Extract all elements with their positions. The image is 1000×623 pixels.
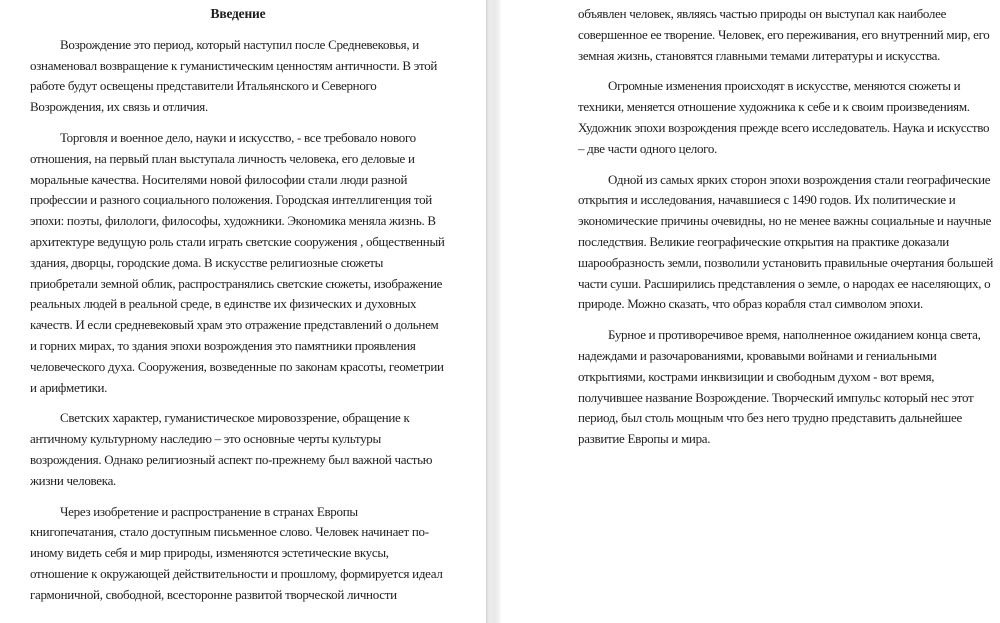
paragraph: Одной из самых ярких сторон эпохи возрождения стали географические открытия и исследования, начавшиеся с 1490 годов. Их политические и экономические причины очевидны, но не менее важны социальные и научные последствия. Великие географические открытия на практике доказали шарообразность земли, позволили установить правильные очертания большей части суши. Расширились представления о земле, о народах ее населяющих, о природе. Можно сказать, что образ корабля стал символом эпохи. xyxy=(578,171,993,312)
document-title: Введение xyxy=(210,6,266,21)
document-page-1[interactable] xyxy=(0,0,486,623)
paragraph: Светских характер, гуманистическое мировоззрение, обращение к античному культурному наследию – это основные черты культуры возрождения. Однако религиозный аспект по-прежнему был важной частью жизни человека. xyxy=(30,410,433,488)
page-2-text-column xyxy=(578,4,994,460)
document-page-2[interactable] xyxy=(501,0,1000,623)
paragraph: Торговля и военное дело, науки и искусство, - все требовало нового отношения, на первый план выступала личность человека, его деловые и моральные качества. Носителями новой философии стали люди разной профессии и разного социального положения. Городская интеллигенция той эпохи: поэты, филологи, философы, художники. Экономика меняла жизнь. В архитектуре ведущую роль стали играть светские сооружения , общественный здания, дворцы, городские дома. В искусстве религиозные сюжеты приобретали земной облик, распространялись светские сюжеты, изображение реальных людей в реальной среде, в единстве их физических и духовных качеств. И если средневековый храм это отражение представлений о дольнем и горних мирах, то здания эпохи возрождения это памятники проявления человеческого духа. Сооружения, возведенные по законам красоты, геометрии и арифметики. xyxy=(30,129,445,395)
page-gap-divider xyxy=(486,0,501,623)
paragraph: Огромные изменения происходят в искусстве, меняются сюжеты и техники, меняется отношение художника к себе и к своим произведениям. Художник эпохи возрождения прежде всего исследователь. Наука и искусство – две части одного целого. xyxy=(578,78,990,156)
paragraph: Бурное и противоречивое время, наполненное ожиданием конца света, надеждами и разочарованиями, кровавыми войнами и гениальными открытиями, кострами инквизиции и свободным духом - вот время, получившее название Возрождение. Творческий импульс который нес этот период, был столь мощным что без него трудно представить дальнейшее развитие Европы и мира. xyxy=(578,327,981,447)
paragraph-continuation: объявлен человек, являясь частью природы он выступал как наиболее совершенное ее творение. Человек, его переживания, его внутренний мир, его земная жизнь, становятся главными темами литературы и искусства. xyxy=(578,6,990,63)
paragraph: Через изобретение и распространение в странах Европы книгопечатания, стало доступным письменное слово. Человек начинает по-иному видеть себя и мир природы, изменяются эстетические вкусы, отношение к окружающей действительности и прошлому, формируется идеал гармоничной, свободной, всесторонне развитой творческой личности xyxy=(30,503,443,602)
page-1-text-column xyxy=(30,4,446,616)
paragraph: Возрождение это период, который наступил после Средневековья, и ознаменовал возвращение к гуманистическим ценностям античности. В этой работе будут освещены представители Итальянского и Северного Возрождения, их связь и отличия. xyxy=(30,36,438,115)
